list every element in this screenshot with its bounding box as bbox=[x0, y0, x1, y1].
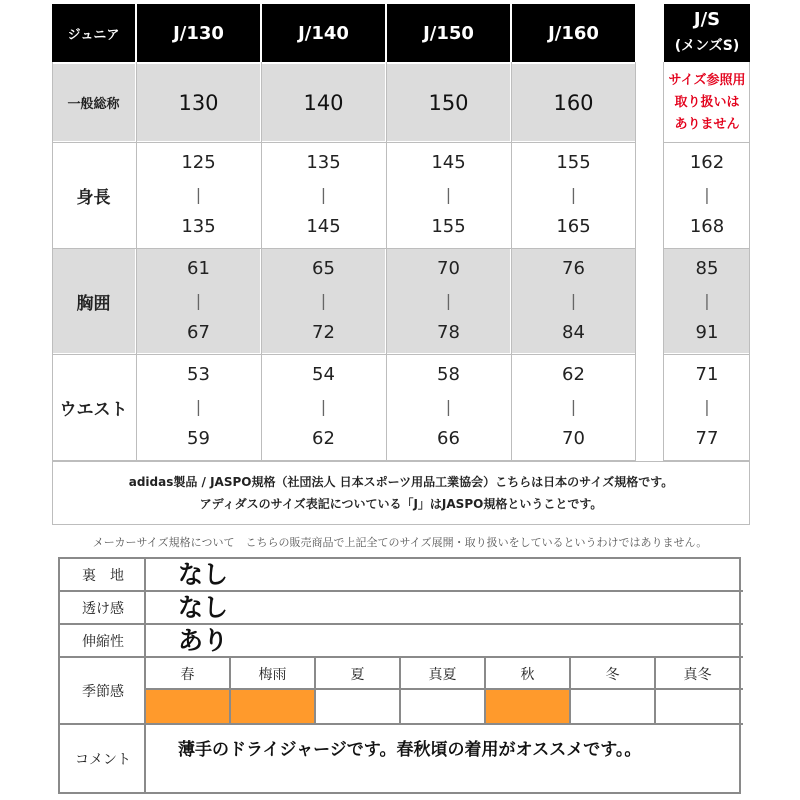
grid-line bbox=[52, 142, 636, 143]
general-value: 160 bbox=[512, 64, 635, 141]
grid-line bbox=[52, 248, 636, 249]
season-summer-mark bbox=[316, 690, 399, 723]
season-midwinter: 真冬 bbox=[683, 667, 712, 683]
attribute-table bbox=[58, 557, 741, 794]
stretch-value: あり bbox=[178, 626, 229, 655]
height-range: 135 | 145 bbox=[262, 143, 385, 247]
grid-line bbox=[60, 723, 743, 725]
jaspo-note-box bbox=[52, 461, 750, 525]
header-col-j160: J/160 bbox=[512, 4, 635, 62]
waist-range: 53 | 59 bbox=[137, 355, 260, 459]
row-label-general: 一般総称 bbox=[52, 64, 135, 141]
season-spring: 春 bbox=[180, 667, 195, 683]
grid-line bbox=[663, 248, 750, 249]
grid-line bbox=[749, 62, 750, 461]
lining-label: 裏 地 bbox=[82, 567, 124, 584]
waist-range: 71 | 77 bbox=[664, 355, 750, 459]
row-label-waist: ウエスト bbox=[52, 355, 135, 459]
jaspo-note-line2: アディダスのサイズ表記についている「J」はJASPO規格ということです。 bbox=[199, 497, 603, 511]
header-col-js: J/S (メンズS) bbox=[664, 4, 750, 62]
season-rainy: 梅雨 bbox=[258, 667, 287, 683]
season-rainy-mark bbox=[231, 690, 314, 723]
grid-line bbox=[60, 656, 743, 658]
grid-line bbox=[663, 62, 664, 461]
grid-line bbox=[635, 62, 636, 461]
chest-range: 70 | 78 bbox=[387, 249, 510, 353]
season-midsummer-mark bbox=[401, 690, 484, 723]
chest-range: 76 | 84 bbox=[512, 249, 635, 353]
height-range: 125 | 135 bbox=[137, 143, 260, 247]
header-col-j130: J/130 bbox=[137, 4, 260, 62]
general-value: 140 bbox=[262, 64, 385, 141]
height-range: 155 | 165 bbox=[512, 143, 635, 247]
season-autumn-mark bbox=[486, 690, 569, 723]
lining-value: なし bbox=[178, 560, 229, 589]
grid-line bbox=[136, 62, 137, 461]
season-summer: 夏 bbox=[350, 667, 365, 683]
transparency-label: 透け感 bbox=[82, 600, 124, 617]
general-value: 130 bbox=[137, 64, 260, 141]
jaspo-note-line1: adidas製品 / JASPO規格（社団法人 日本スポーツ用品工業協会）こちらは日本のサイズ規格です。 bbox=[128, 475, 674, 489]
comment-text: 薄手のドライジャージです。春秋頃の着用がオススメです。。 bbox=[178, 740, 642, 760]
chest-range: 85 | 91 bbox=[664, 249, 750, 353]
row-label-height: 身長 bbox=[52, 143, 135, 247]
js-reference-note: サイズ参照用 取り扱いは ありません bbox=[664, 64, 750, 141]
grid-line bbox=[52, 62, 53, 461]
waist-range: 58 | 66 bbox=[387, 355, 510, 459]
grid-line bbox=[663, 142, 750, 143]
grid-line bbox=[663, 354, 750, 355]
row-label-chest: 胸囲 bbox=[52, 249, 135, 353]
height-range: 145 | 155 bbox=[387, 143, 510, 247]
season-spring-mark bbox=[146, 690, 229, 723]
chest-range: 61 | 67 bbox=[137, 249, 260, 353]
general-value: 150 bbox=[387, 64, 510, 141]
grid-line bbox=[386, 62, 387, 461]
grid-line bbox=[52, 354, 636, 355]
grid-line bbox=[60, 590, 743, 592]
season-winter: 冬 bbox=[605, 667, 620, 683]
season-midsummer: 真夏 bbox=[428, 667, 457, 683]
grid-line bbox=[60, 623, 743, 625]
header-col-j150: J/150 bbox=[387, 4, 510, 62]
grid-line bbox=[261, 62, 262, 461]
season-winter-mark bbox=[571, 690, 654, 723]
waist-range: 54 | 62 bbox=[262, 355, 385, 459]
height-range: 162 | 168 bbox=[664, 143, 750, 247]
comment-label: コメント bbox=[75, 751, 131, 768]
season-autumn: 秋 bbox=[520, 667, 535, 683]
grid-line bbox=[511, 62, 512, 461]
header-col-j140: J/140 bbox=[262, 4, 385, 62]
waist-range: 62 | 70 bbox=[512, 355, 635, 459]
header-corner: ジュニア bbox=[52, 4, 135, 62]
chest-range: 65 | 72 bbox=[262, 249, 385, 353]
transparency-value: なし bbox=[178, 593, 229, 622]
season-midwinter-mark bbox=[656, 690, 739, 723]
maker-size-note: メーカーサイズ規格について こちらの販売商品で上記全てのサイズ展開・取り扱いをしているというわけではありません。 bbox=[92, 536, 708, 549]
stretch-label: 伸縮性 bbox=[82, 633, 124, 650]
season-label: 季節感 bbox=[82, 683, 124, 700]
